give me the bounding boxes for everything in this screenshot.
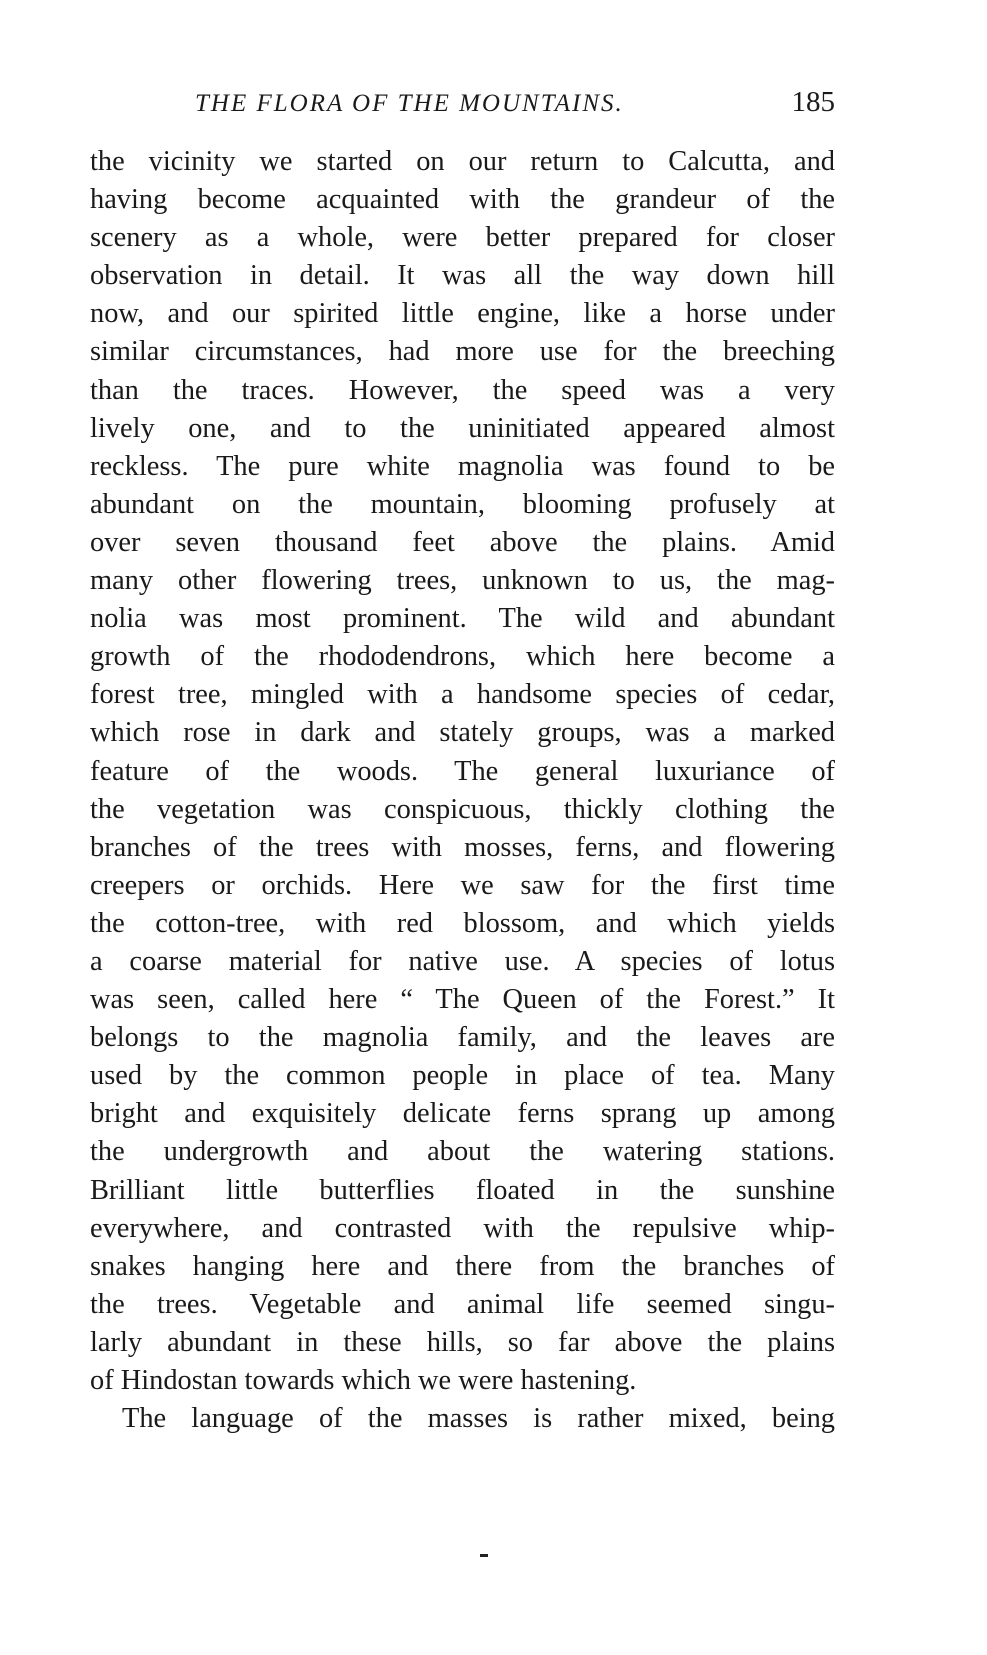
text-line: nolia was most prominent. The wild and abundant <box>90 603 835 635</box>
text-line: branches of the trees with mosses, ferns, and flowering <box>90 831 835 863</box>
text-line: abundant on the mountain, blooming profusely at <box>90 488 835 520</box>
paragraph-start-line: The language of the masses is rather mixed, being <box>122 1403 835 1435</box>
text-line: everywhere, and contrasted with the repulsive whip- <box>90 1212 835 1244</box>
text-line: creepers or orchids. Here we saw for the first time <box>90 869 835 901</box>
text-line: belongs to the magnolia family, and the leaves are <box>90 1022 835 1054</box>
running-head <box>90 86 835 126</box>
running-title: THE FLORA OF THE MOUNTAINS. <box>195 90 624 117</box>
text-line: than the traces. However, the speed was a very <box>90 374 835 406</box>
text-line: reckless. The pure white magnolia was found to be <box>90 450 835 482</box>
text-line: observation in detail. It was all the way down hill <box>90 260 835 292</box>
text-line: which rose in dark and stately groups, was a marked <box>90 717 835 749</box>
printer-mark <box>480 1554 488 1557</box>
text-line: larly abundant in these hills, so far above the plains <box>90 1326 835 1358</box>
text-line: the vicinity we started on our return to Calcutta, and <box>90 146 835 177</box>
text-line: of Hindostan towards which we were hastening. <box>90 1365 637 1396</box>
text-line: a coarse material for native use. A species of lotus <box>90 945 835 977</box>
page-number: 185 <box>791 86 835 118</box>
text-line: growth of the rhododendrons, which here become a <box>90 641 835 673</box>
text-line: snakes hanging here and there from the branches of <box>90 1250 835 1282</box>
text-line: feature of the woods. The general luxuriance of <box>90 755 835 787</box>
body-text <box>90 143 835 1438</box>
text-line: Brilliant little butterflies floated in the sunshine <box>90 1174 835 1206</box>
text-line: forest tree, mingled with a handsome species of cedar, <box>90 679 835 711</box>
text-line: bright and exquisitely delicate ferns sprang up among <box>90 1098 835 1130</box>
text-line: the cotton-tree, with red blossom, and which yields <box>90 907 835 939</box>
text-line: scenery as a whole, were better prepared for closer <box>90 222 835 254</box>
text-line: now, and our spirited little engine, like a horse under <box>90 298 835 330</box>
text-line: over seven thousand feet above the plains. Amid <box>90 526 835 558</box>
text-line: many other flowering trees, unknown to us, the mag- <box>90 565 835 597</box>
text-line: the trees. Vegetable and animal life seemed singu- <box>90 1288 835 1320</box>
text-line: the undergrowth and about the watering stations. <box>90 1136 835 1168</box>
text-line: similar circumstances, had more use for the breeching <box>90 336 835 368</box>
text-line: the vegetation was conspicuous, thickly clothing the <box>90 793 835 825</box>
text-line: having become acquainted with the grandeur of the <box>90 184 835 216</box>
text-line: lively one, and to the uninitiated appeared almost <box>90 412 835 444</box>
text-line: used by the common people in place of tea. Many <box>90 1060 835 1092</box>
text-line: was seen, called here “ The Queen of the Forest.” It <box>90 984 835 1016</box>
